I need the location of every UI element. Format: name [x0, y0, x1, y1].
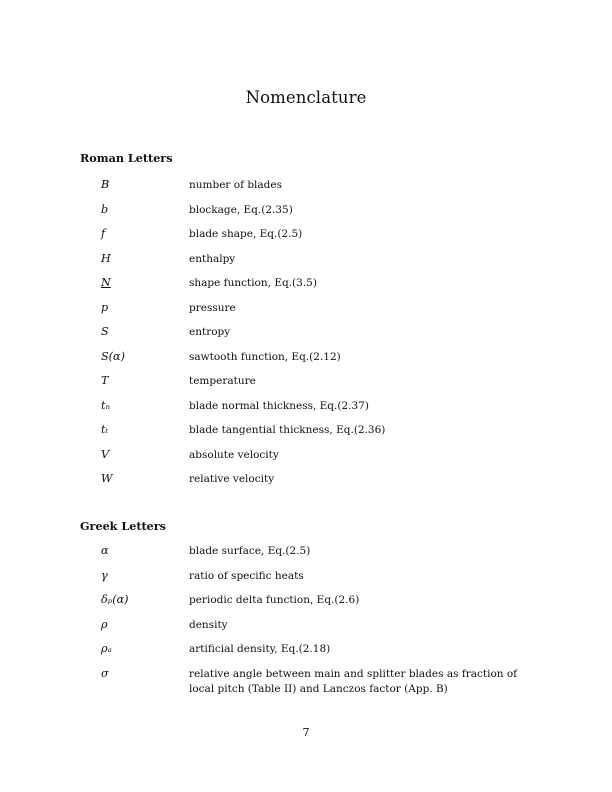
description: absolute velocity [189, 448, 279, 461]
symbol: tₜ [101, 423, 109, 436]
symbol: b [101, 202, 109, 216]
page-title: Nomenclature [245, 88, 367, 107]
description: blockage, Eq.(2.35) [189, 203, 293, 216]
nomenclature-row [0, 350, 612, 375]
symbol: S [101, 325, 109, 338]
symbol: V [101, 447, 110, 461]
description: artificial density, Eq.(2.18) [189, 643, 331, 655]
description: entropy [189, 326, 231, 338]
description: shape function, Eq.(3.5) [189, 277, 317, 289]
greek-letters-list [0, 544, 612, 703]
nomenclature-row [0, 667, 612, 703]
nomenclature-row [0, 399, 612, 424]
symbol: ρₐ [101, 642, 112, 655]
description: number of blades [189, 179, 282, 191]
nomenclature-row [0, 325, 612, 350]
nomenclature-row [0, 448, 612, 473]
symbol: f [101, 227, 106, 240]
description: relative velocity [189, 473, 275, 485]
nomenclature-row [0, 472, 612, 497]
symbol: ρ [101, 617, 108, 631]
nomenclature-row [0, 203, 612, 228]
page-number: 7 [302, 726, 310, 739]
description: relative angle between main and splitter blades as fraction of local pitch (Table II) and Lanczos factor (App. B) [189, 667, 518, 695]
symbol: δₚ(α) [101, 593, 129, 606]
nomenclature-row [0, 227, 612, 252]
symbol: H [101, 251, 111, 265]
description: blade tangential thickness, Eq.(2.36) [189, 424, 386, 436]
nomenclature-row [0, 618, 612, 643]
description: pressure [189, 301, 236, 314]
section-heading-roman-letters: Roman Letters [80, 151, 173, 165]
symbol: B [101, 178, 110, 191]
nomenclature-row [0, 423, 612, 448]
symbol: S(α) [101, 349, 125, 363]
description: blade shape, Eq.(2.5) [189, 228, 303, 240]
roman-letters-list [0, 178, 612, 497]
description: ratio of specific heats [189, 569, 304, 582]
description: blade normal thickness, Eq.(2.37) [189, 399, 369, 412]
description: density [189, 618, 228, 631]
nomenclature-row [0, 301, 612, 326]
nomenclature-row [0, 276, 612, 301]
nomenclature-row [0, 374, 612, 399]
symbol: T [101, 374, 109, 387]
symbol: N [101, 276, 111, 289]
nomenclature-row [0, 569, 612, 594]
description: sawtooth function, Eq.(2.12) [189, 350, 341, 363]
symbol: α [101, 544, 109, 557]
symbol: W [101, 472, 113, 485]
description: periodic delta function, Eq.(2.6) [189, 594, 360, 606]
symbol: tₙ [101, 398, 111, 412]
symbol: σ [101, 666, 109, 680]
nomenclature-row [0, 252, 612, 277]
description: temperature [189, 375, 256, 387]
nomenclature-row [0, 178, 612, 203]
description: blade surface, Eq.(2.5) [189, 545, 311, 557]
symbol: γ [101, 568, 108, 582]
nomenclature-row [0, 544, 612, 569]
description: enthalpy [189, 252, 236, 265]
symbol: p [101, 300, 109, 314]
nomenclature-row [0, 642, 612, 667]
section-heading-greek-letters: Greek Letters [80, 519, 166, 533]
nomenclature-row [0, 593, 612, 618]
